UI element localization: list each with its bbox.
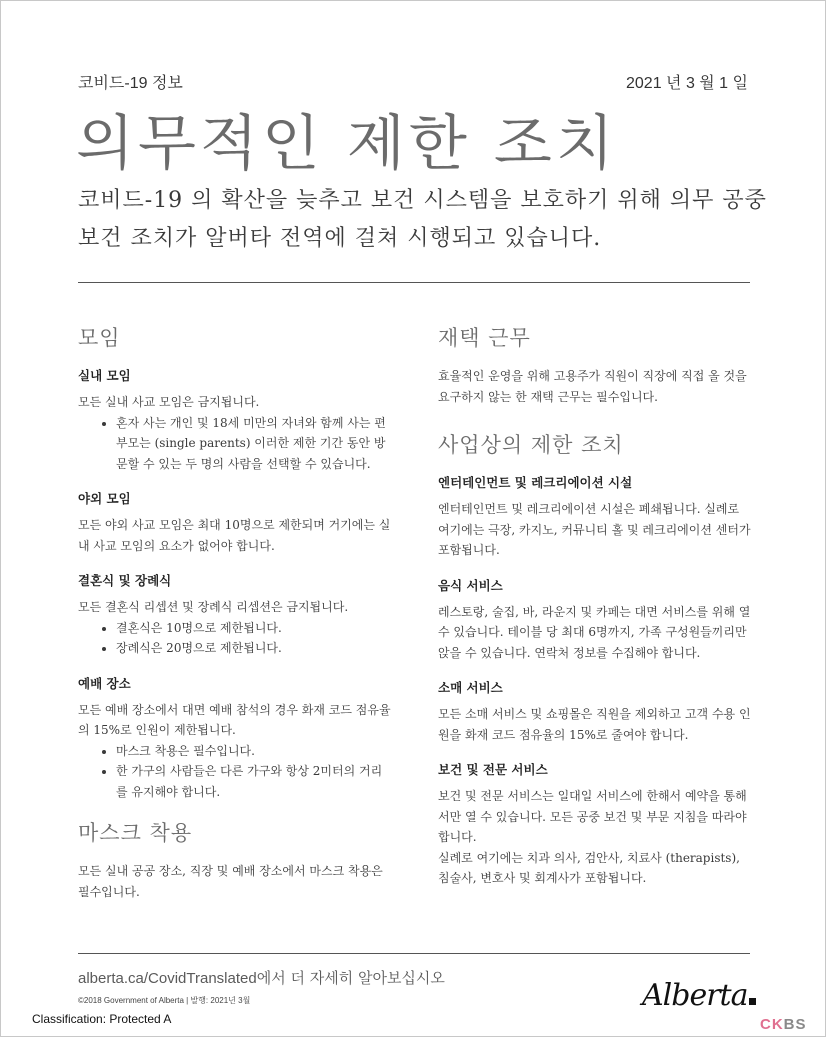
worship-bullets	[78, 741, 393, 803]
logo-text: Alberta	[642, 978, 748, 1013]
outdoor-gatherings	[78, 489, 393, 556]
outdoor-heading: 야외 모임	[78, 491, 131, 506]
masks-heading: 마스크 착용	[78, 821, 193, 845]
worship-heading: 예배 장소	[78, 675, 131, 691]
page-subtitle: 코비드-19 의 확산을 늦추고 보건 시스템을 보호하기 위해 의무 공중 보건 조치가 알버타 전역에 걸쳐 시행되고 있습니다.	[78, 188, 767, 251]
indoor-heading: 실내 모임	[78, 368, 131, 383]
health-services	[438, 760, 753, 889]
footer-divider	[78, 953, 750, 954]
places-of-worship	[78, 674, 393, 803]
copyright: ©2018 Government of Alberta | 발행: 2021년 3월	[78, 996, 251, 1005]
entertainment-text: 엔터테인먼트 및 레크리에이션 시설은 폐쇄됩니다. 실례로 여기에는 극장, 카지노, 커뮤니티 홀 및 레크리에이션 센터가 포함됩니다.	[438, 502, 751, 557]
watermark	[760, 1016, 807, 1033]
health-text-2: 실례로 여기에는 치과 의사, 검안사, 치료사 (therapists), 침술사, 변호사 및 회계사가 포함됩니다.	[438, 850, 740, 885]
classification-label: Classification: Protected A	[32, 1012, 172, 1026]
food-services	[438, 576, 753, 664]
entertainment-heading: 엔터테인먼트 및 레크리에이션 시설	[438, 475, 633, 490]
logo-flag-icon	[749, 998, 756, 1005]
health-text-1: 보건 및 전문 서비스는 일대일 서비스에 한해서 예약을 통해서만 열 수 있습니다. 모든 공중 보건 및 부문 지침을 따라야 합니다.	[438, 789, 747, 844]
list-item: • 한 가구의 사람들은 다른 가구와 항상 2미터의 거리를 유지해야 합니다.	[116, 761, 393, 802]
wedding-funeral	[78, 571, 393, 659]
retail-services	[438, 678, 753, 745]
document-date: 2021 년 3 월 1 일	[626, 75, 748, 92]
outdoor-text: 모든 야외 사교 모임은 최대 10명으로 제한되며 거기에는 실내 사교 모임의 요소가 없어야 합니다.	[78, 518, 391, 553]
right-column	[438, 322, 753, 904]
indoor-bullets	[78, 413, 393, 475]
food-text: 레스토랑, 술집, 바, 라운지 및 카페는 대면 서비스를 위해 열 수 있습니다. 테이블 당 최대 6명까지, 가족 구성원들끼리만 앉을 수 있습니다. 연락처 정보를 수집해야 합니다.	[438, 604, 751, 660]
watermark-part-b: BS	[783, 1016, 807, 1033]
list-item: • 혼자 사는 개인 및 18세 미만의 자녀와 함께 사는 편부모는 (single parents) 이러한 제한 기간 동안 방문할 수 있는 두 명의 사람을 선택할 수 있습니다.	[116, 413, 393, 475]
website-link[interactable]: alberta.ca/CovidTranslated	[78, 970, 257, 987]
wfh-heading: 재택 근무	[438, 326, 531, 350]
document-label: 코비드-19 정보	[78, 75, 183, 92]
wedding-heading: 결혼식 및 장례식	[78, 573, 172, 588]
footer-link-suffix: 에서 더 자세히 알아보십시오	[256, 969, 445, 987]
page-title: 의무적인 제한 조치	[76, 109, 618, 179]
left-column	[78, 322, 393, 902]
gatherings-heading: 모임	[78, 326, 121, 350]
top-divider	[78, 282, 750, 283]
indoor-gatherings	[78, 366, 393, 474]
indoor-text: 모든 실내 사교 모임은 금지됩니다.	[78, 395, 260, 409]
masks-text: 모든 실내 공공 장소, 직장 및 예배 장소에서 마스크 착용은 필수입니다.	[78, 864, 383, 899]
health-heading: 보건 및 전문 서비스	[438, 762, 548, 777]
wedding-text: 모든 결혼식 리셉션 및 장례식 리셉션은 금지됩니다.	[78, 600, 349, 614]
business-heading: 사업상의 제한 조치	[438, 433, 624, 457]
footer-info-line	[78, 967, 445, 988]
list-item: • 마스크 착용은 필수입니다.	[116, 741, 393, 762]
watermark-part-a: CK	[760, 1016, 784, 1033]
wedding-bullets	[78, 618, 393, 659]
wfh-text: 효율적인 운영을 위해 고용주가 직원이 직장에 직접 올 것을 요구하지 않는 한 재택 근무는 필수입니다.	[438, 369, 747, 404]
retail-heading: 소매 서비스	[438, 680, 503, 695]
food-heading: 음식 서비스	[438, 577, 503, 593]
retail-text: 모든 소매 서비스 및 쇼핑몰은 직원을 제외하고 고객 수용 인원을 화재 코드 점유율의 15%로 줄여야 합니다.	[438, 707, 751, 742]
list-item: • 장례식은 20명으로 제한됩니다.	[116, 638, 393, 659]
entertainment-facilities	[438, 473, 753, 561]
list-item: • 결혼식은 10명으로 제한됩니다.	[116, 618, 393, 639]
alberta-logo	[642, 978, 756, 1013]
worship-text: 모든 예배 장소에서 대면 예배 참석의 경우 화재 코드 점유율의 15%로 인원이 제한됩니다.	[78, 702, 391, 737]
